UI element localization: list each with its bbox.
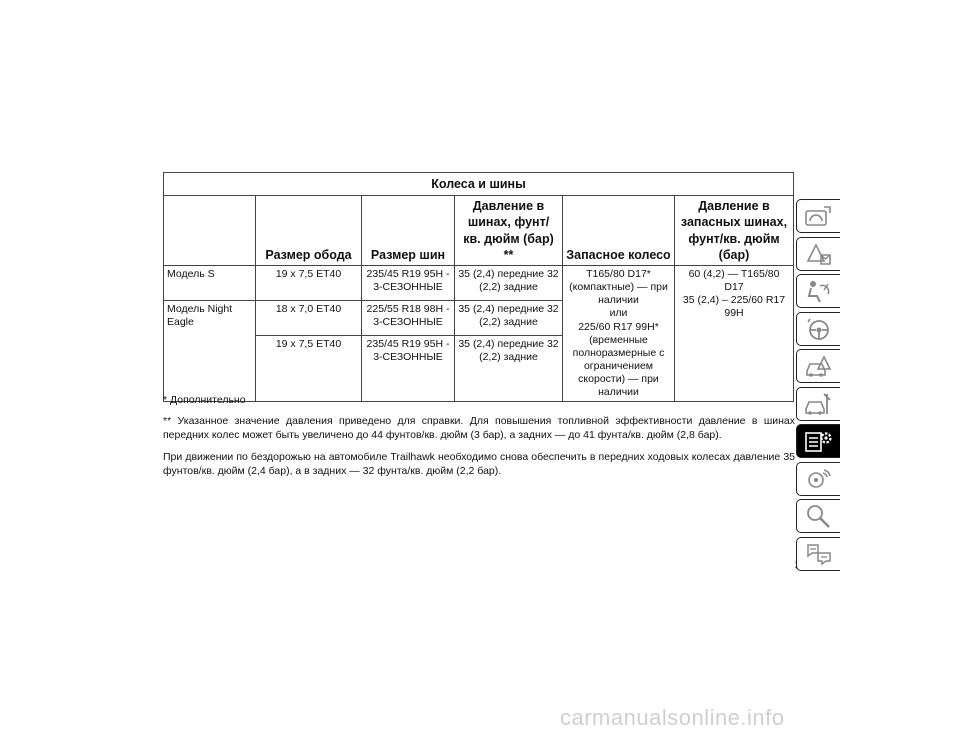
chapter-tabs: [796, 199, 842, 574]
safety-warning-icon: [804, 241, 834, 267]
tab-servicing[interactable]: [796, 387, 840, 421]
tab-multimedia[interactable]: [796, 462, 840, 496]
cell-spare-wheel: T165/80 D17* (компактные) — при наличии или 225/60 R17 99H* (временные полноразмерные с ограничением скорости) — при наличии: [563, 266, 675, 402]
tab-dashboard[interactable]: [796, 199, 840, 233]
dashboard-gauge-icon: [804, 203, 834, 229]
tab-driving[interactable]: [796, 312, 840, 346]
table-row: [164, 266, 794, 301]
header-spare-wheel: Запасное колесо: [563, 196, 675, 266]
tab-airbag[interactable]: [796, 274, 840, 308]
cell-tire: 235/45 R19 95H - 3-СЕЗОННЫЕ: [362, 335, 455, 402]
footnote-offroad: При движении по бездорожью на автомобиле Trailhawk необходимо снова обеспечить в передних ходовых колесах давление 35 фунтов/кв. дюйм (2,4 бар), а в задних — 32 фунта/кв. дюйм (2,2 бар).: [163, 450, 795, 477]
cell-rim: 19 x 7,5 ET40: [256, 335, 362, 402]
cell-pressure: 35 (2,4) передние 32 (2,2) задние: [455, 266, 563, 301]
tab-languages[interactable]: [796, 537, 840, 571]
hazard-car-icon: [804, 353, 834, 379]
cell-model: Модель S: [164, 266, 256, 301]
search-index-icon: [804, 503, 834, 529]
cell-rim: 18 x 7,0 ET40: [256, 300, 362, 335]
cell-pressure: 35 (2,4) передние 32 (2,2) задние: [455, 300, 563, 335]
tab-index[interactable]: [796, 499, 840, 533]
watermark: carmanualsonline.info: [560, 705, 785, 730]
header-spare-pressure: Давление в запасных шинах, фунт/кв. дюйм (бар): [675, 196, 794, 266]
cell-tire: 225/55 R18 98H - 3-СЕЗОННЫЕ: [362, 300, 455, 335]
cell-spare-pressure: 60 (4,2) — T165/80 D17 35 (2,4) – 225/60 R17 99H: [675, 266, 794, 402]
tab-safety[interactable]: [796, 237, 840, 271]
cell-model: [164, 335, 256, 402]
cell-tire: 235/45 R19 95H - 3-СЕЗОННЫЕ: [362, 266, 455, 301]
technical-specs-icon: [804, 428, 834, 454]
service-tools-icon: [804, 391, 834, 417]
header-tire-pressure: Давление в шинах, фунт/ кв. дюйм (бар) **: [455, 196, 563, 266]
footnote-pressure: ** Указанное значение давления приведено для справки. Для повышения топливной эффективности давление в шинах передних колес может быть увеличено до 44 фунтов/кв. дюйм (3 бар), а задних — до 41 фунта/кв. дюйм (2,8 бар).: [163, 415, 795, 442]
wheels-tires-table: [163, 172, 794, 402]
languages-icon: [804, 541, 834, 567]
header-tire-size: Размер шин: [362, 196, 455, 266]
footnote-optional: * Дополнительно: [163, 394, 246, 406]
footnotes: [163, 393, 795, 485]
cell-pressure: 35 (2,4) передние 32 (2,2) задние: [455, 335, 563, 402]
header-rim-size: Размер обода: [256, 196, 362, 266]
multimedia-icon: [804, 466, 834, 492]
cell-model: Модель Night Eagle: [164, 300, 256, 335]
tab-emergency[interactable]: [796, 349, 840, 383]
airbag-seat-icon: [804, 278, 834, 304]
table-title: Колеса и шины: [164, 173, 794, 196]
cell-rim: 19 x 7,5 ET40: [256, 266, 362, 301]
header-model: [164, 196, 256, 266]
tab-technical-specifications[interactable]: [796, 424, 840, 458]
steering-wheel-icon: [804, 316, 834, 342]
